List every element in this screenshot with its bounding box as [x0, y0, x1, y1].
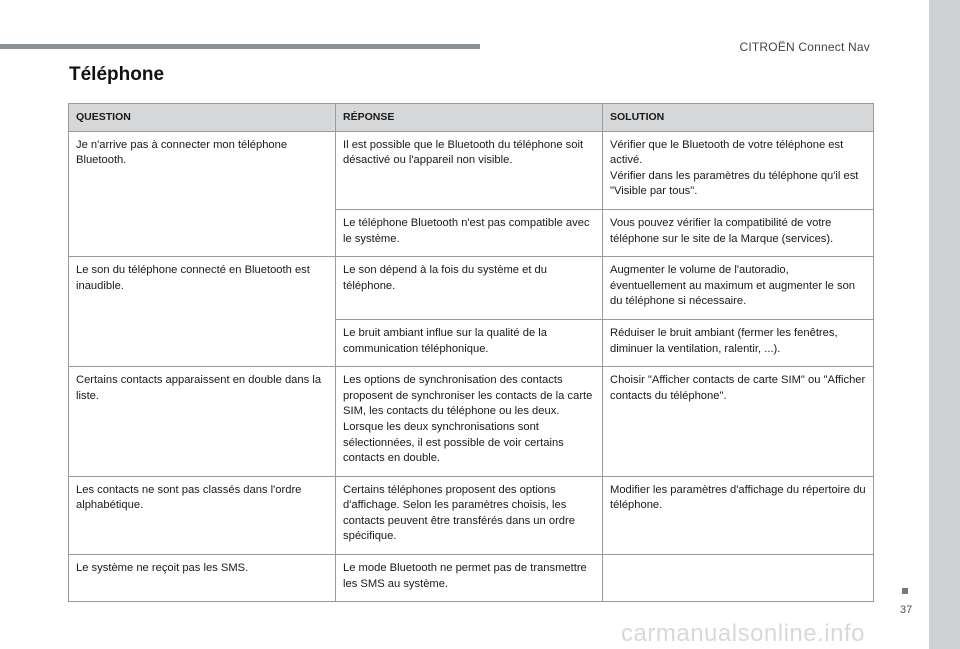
- page-number: 37: [900, 604, 913, 616]
- response-cell: Il est possible que le Bluetooth du téléphone soit désactivé ou l'appareil non visible.: [336, 131, 603, 209]
- page-edge-strip: [929, 0, 960, 649]
- column-header-response: RÉPONSE: [336, 104, 603, 132]
- solution-cell: [603, 367, 874, 477]
- solution-cell: [603, 555, 874, 602]
- question-cell: Je n'arrive pas à connecter mon téléphone Bluetooth.: [69, 131, 336, 257]
- brand-label: CITROËN Connect Nav: [739, 40, 870, 54]
- solution-cell: [603, 257, 874, 320]
- solution-line: Vérifier dans les paramètres du téléphone qu'il est "Visible par tous".: [610, 169, 859, 198]
- solution-line: Vous pouvez vérifier la compatibilité de votre téléphone sur le site de la Marque (services).: [610, 216, 834, 245]
- table-header-row: [69, 104, 874, 132]
- question-cell: Certains contacts apparaissent en double dans la liste.: [69, 367, 336, 477]
- solution-line: Réduiser le bruit ambiant (fermer les fenêtres, diminuer la ventilation, ralentir, ...).: [610, 326, 838, 355]
- response-cell: Certains téléphones proposent des options d'affichage. Selon les paramètres choisis, les contacts peuvent être transférés dans un ordre spécifique.: [336, 476, 603, 554]
- solution-cell: [603, 319, 874, 366]
- solution-line: Modifier les paramètres d'affichage du répertoire du téléphone.: [610, 483, 866, 512]
- table-row: [69, 476, 874, 554]
- table-row: [69, 257, 874, 320]
- response-cell: Le bruit ambiant influe sur la qualité de la communication téléphonique.: [336, 319, 603, 366]
- page-title: Téléphone: [69, 64, 165, 85]
- question-cell: Les contacts ne sont pas classés dans l'ordre alphabétique.: [69, 476, 336, 554]
- question-cell: Le système ne reçoit pas les SMS.: [69, 555, 336, 602]
- response-cell: Le téléphone Bluetooth n'est pas compatible avec le système.: [336, 209, 603, 256]
- question-cell: Le son du téléphone connecté en Bluetooth est inaudible.: [69, 257, 336, 367]
- table-row: [69, 131, 874, 209]
- solution-line: Vérifier que le Bluetooth de votre téléphone est activé.: [610, 138, 844, 167]
- table-row: [69, 555, 874, 602]
- header-rule: [0, 44, 480, 49]
- response-cell: Le son dépend à la fois du système et du téléphone.: [336, 257, 603, 320]
- column-header-question: QUESTION: [69, 104, 336, 132]
- solution-cell: [603, 131, 874, 209]
- response-cell: Les options de synchronisation des contacts proposent de synchroniser les contacts de la carte SIM, les contacts du téléphone ou les deux. Lorsque les deux synchronisations sont sélectionnées, il est possible de voir certains contacts en double.: [336, 367, 603, 477]
- solution-line: Choisir "Afficher contacts de carte SIM" ou "Afficher contacts du téléphone".: [610, 374, 866, 402]
- table-body: [69, 131, 874, 602]
- table-row: [69, 367, 874, 477]
- solution-cell: [603, 476, 874, 554]
- response-cell: Le mode Bluetooth ne permet pas de transmettre les SMS au système.: [336, 555, 603, 602]
- page-marker: [902, 588, 908, 594]
- solution-cell: [603, 209, 874, 256]
- solution-line: Augmenter le volume de l'autoradio, éventuellement au maximum et augmenter le son du téléphone si nécessaire.: [610, 264, 856, 308]
- watermark: carmanualsonline.info: [621, 620, 865, 647]
- faq-table: [68, 103, 874, 602]
- column-header-solution: SOLUTION: [603, 104, 874, 132]
